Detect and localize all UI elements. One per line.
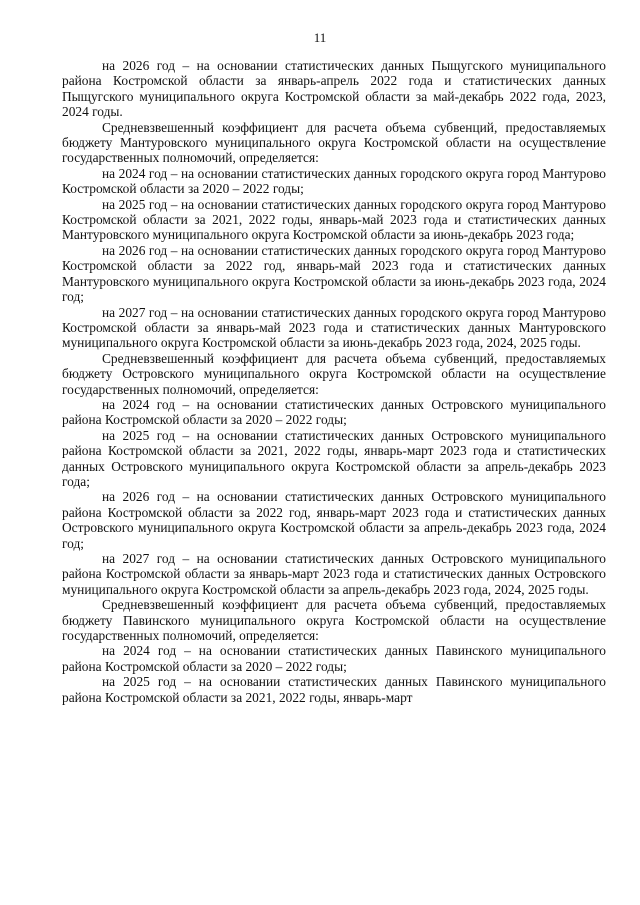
paragraph: на 2025 год – на основании статистических данных Островского муниципального района Костромской области за 2021, 2022 годы, январь-март 2023 года и статистических данных Островского муниципального округа Костромской области за апрель-декабрь 2023 года;	[62, 427, 606, 489]
paragraph: на 2024 год – на основании статистических данных Островского муниципального района Костромской области за 2020 – 2022 годы;	[62, 396, 606, 428]
paragraph: на 2024 год – на основании статистических данных Павинского муниципального района Костромской области за 2020 – 2022 годы;	[62, 643, 606, 674]
page-number: 11	[313, 30, 327, 45]
paragraph: Средневзвешенный коэффициент для расчета объема субвенций, предоставляемых бюджету Мантуровского муниципального округа Костромской области на осуществление государственных полномочий, определяется:	[62, 119, 606, 166]
paragraph: на 2024 год – на основании статистических данных городского округа город Мантурово Костромской области за 2020 – 2022 годы;	[62, 165, 606, 197]
paragraph: Средневзвешенный коэффициент для расчета объема субвенций, предоставляемых бюджету Павинского муниципального округа Костромской области на осуществление государственных полномочий, определяется:	[62, 597, 606, 644]
paragraph: на 2026 год – на основании статистических данных городского округа город Мантурово Костромской области за 2022 год, январь-май 2023 года и статистических данных Мантуровского муниципального округа Костромской области за июнь-декабрь 2023 года, 2024 год;	[62, 242, 606, 305]
paragraph: на 2026 год – на основании статистических данных Островского муниципального района Костромской области за 2022 год, январь-март 2023 года и статистических данных Островского муниципального округа Костромской области за апрель-декабрь 2023 года, 2024 год;	[62, 489, 606, 551]
paragraph: на 2026 год – на основании статистических данных Пыщугского муниципального района Костромской области за январь-апрель 2022 года и статистических данных Пыщугского муниципального округа Костромской области за май-декабрь 2022 года, 2023, 2024 годы.	[62, 58, 606, 120]
paragraph: на 2025 год – на основании статистических данных Павинского муниципального района Костромской области за 2021, 2022 годы, январь-март	[62, 674, 606, 705]
document-body	[62, 58, 606, 705]
paragraph: на 2027 год – на основании статистических данных городского округа город Мантурово Костромской области за январь-май 2023 года и статистических данных Мантуровского муниципального округа Костромской области за июнь-декабрь 2023 года, 2024, 2025 годы.	[62, 304, 606, 351]
paragraph: на 2027 год – на основании статистических данных Островского муниципального района Костромской области за январь-март 2023 года и статистических данных Островского муниципального округа Костромской области за апрель-декабрь 2023 года, 2024, 2025 годы.	[62, 551, 606, 597]
paragraph: Средневзвешенный коэффициент для расчета объема субвенций, предоставляемых бюджету Островского муниципального округа Костромской области на осуществление государственных полномочий, определяется:	[62, 350, 606, 397]
paragraph: на 2025 год – на основании статистических данных городского округа город Мантурово Костромской области за 2021, 2022 годы, январь-май 2023 года и статистических данных Мантуровского муниципального округа Костромской области за июнь-декабрь 2023 года;	[62, 196, 606, 243]
